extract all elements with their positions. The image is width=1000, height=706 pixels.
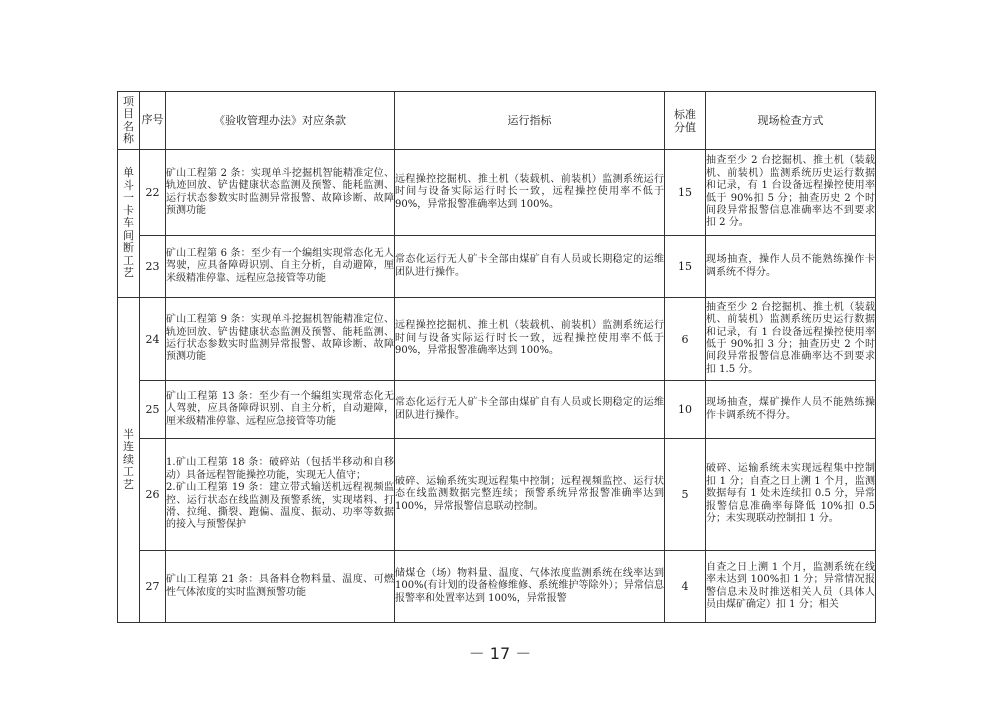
clause-cell: 矿山工程第 6 条：至少有一个编组实现常态化无人驾驶，应具备障碍识别、自主分析，自动避障，厘米级精准停靠、远程应急接管等功能 — [166, 236, 395, 298]
header-method: 现场检查方式 — [706, 92, 876, 150]
header-score: 标准分值 — [665, 92, 706, 150]
clause-cell: 1.矿山工程第 18 条：破碎站（包括半移动和自移动）具备远程智能操控功能，实现无人值守； 2.矿山工程第 19 条：建立带式输送机远程视频监控、运行状态在线监测及预警系统，实现堵料、打滑、拉绳、撕裂、跑偏、温度、振动、功率等数据的接入与预警保护 — [166, 439, 395, 551]
header-seq: 序号 — [140, 92, 166, 150]
method-cell: 现场抽查，煤矿操作人员不能熟练操作卡调系统不得分。 — [706, 381, 876, 439]
group-cell: 单斗一卡车间断工艺 — [118, 150, 140, 298]
score-cell: 15 — [665, 150, 706, 236]
seq-cell: 24 — [140, 298, 166, 381]
seq-cell: 27 — [140, 551, 166, 623]
table-row — [118, 236, 876, 298]
header-clause: 《验收管理办法》对应条款 — [166, 92, 395, 150]
seq-cell: 26 — [140, 439, 166, 551]
seq-cell: 23 — [140, 236, 166, 298]
method-cell: 破碎、运输系统未实现远程集中控制扣 1 分；自查之日上溯 1 个月，监测数据每有 1 处未连续扣 0.5 分，异常报警信息准确率每降低 10%扣 0.5 分；未实现联动控制扣 1 分。 — [706, 439, 876, 551]
indicator-cell: 破碎、运输系统实现远程集中控制；远程视频监控、运行状态在线监测数据完整连续；预警系统异常报警准确率达到 100%，异常报警信息联动控制。 — [395, 439, 665, 551]
group-cell: 半连续工艺 — [118, 298, 140, 623]
clause-cell: 矿山工程第 9 条：实现单斗挖掘机智能精准定位、轨迹回放、铲齿健康状态监测及预警、能耗监测、运行状态参数实时监测异常报警、故障诊断、故障预测功能 — [166, 298, 395, 381]
page-number: － 17 － — [468, 644, 532, 663]
method-cell: 现场抽查，操作人员不能熟练操作卡调系统不得分。 — [706, 236, 876, 298]
clause-cell: 矿山工程第 13 条：至少有一个编组实现常态化无人驾驶，应具备障碍识别、自主分析，自动避障，厘米级精准停靠、远程应急接管等功能 — [166, 381, 395, 439]
score-cell: 5 — [665, 439, 706, 551]
score-cell: 4 — [665, 551, 706, 623]
header-row — [118, 92, 876, 150]
method-cell: 抽查至少 2 台挖掘机、推土机（装载机、前装机）监测系统历史运行数据和记录，有 1 台设备远程操控使用率低于 90%扣 5 分；抽查历史 2 个时间段异常报警信息准确率达不到要求扣 2 分。 — [706, 150, 876, 236]
table-row — [118, 439, 876, 551]
indicator-cell: 远程操控挖掘机、推土机（装载机、前装机）监测系统运行时间与设备实际运行时长一致，远程操控使用率不低于 90%，异常报警准确率达到 100%。 — [395, 150, 665, 236]
header-project: 项目名称 — [118, 92, 140, 150]
method-cell: 自查之日上溯 1 个月，监测系统在线率未达到 100%扣 1 分；异常情况报警信息未及时推送相关人员（具体人员由煤矿确定）扣 1 分；相关 — [706, 551, 876, 623]
indicator-cell: 远程操控挖掘机、推土机（装载机、前装机）监测系统运行时间与设备实际运行时长一致，远程操控使用率不低于 90%，异常报警准确率达到 100%。 — [395, 298, 665, 381]
seq-cell: 25 — [140, 381, 166, 439]
score-cell: 10 — [665, 381, 706, 439]
evaluation-table — [117, 91, 876, 623]
method-cell: 抽查至少 2 台挖掘机、推土机（装载机、前装机）监测系统历史运行数据和记录，有 1 台设备远程操控使用率低于 90%扣 3 分；抽查历史 2 个时间段异常报警信息准确率达不到要求扣 1.5 分。 — [706, 298, 876, 381]
clause-cell: 矿山工程第 21 条：具备料仓物料量、温度、可燃性气体浓度的实时监测预警功能 — [166, 551, 395, 623]
table-row — [118, 381, 876, 439]
indicator-cell: 常态化运行无人矿卡全部由煤矿自有人员或长期稳定的运维团队进行操作。 — [395, 381, 665, 439]
score-cell: 6 — [665, 298, 706, 381]
seq-cell: 22 — [140, 150, 166, 236]
indicator-cell: 储煤仓（场）物料量、温度、气体浓度监测系统在线率达到 100%(有计划的设备检修维修、系统维护等除外）；异常信息报警率和处置率达到 100%，异常报警 — [395, 551, 665, 623]
table-row — [118, 298, 876, 381]
clause-cell: 矿山工程第 2 条：实现单斗挖掘机智能精准定位、轨迹回放、铲齿健康状态监测及预警、能耗监测、运行状态参数实时监测异常报警、故障诊断、故障预测功能 — [166, 150, 395, 236]
table-row — [118, 150, 876, 236]
table-row — [118, 551, 876, 623]
indicator-cell: 常态化运行无人矿卡全部由煤矿自有人员或长期稳定的运维团队进行操作。 — [395, 236, 665, 298]
header-indicator: 运行指标 — [395, 92, 665, 150]
score-cell: 15 — [665, 236, 706, 298]
